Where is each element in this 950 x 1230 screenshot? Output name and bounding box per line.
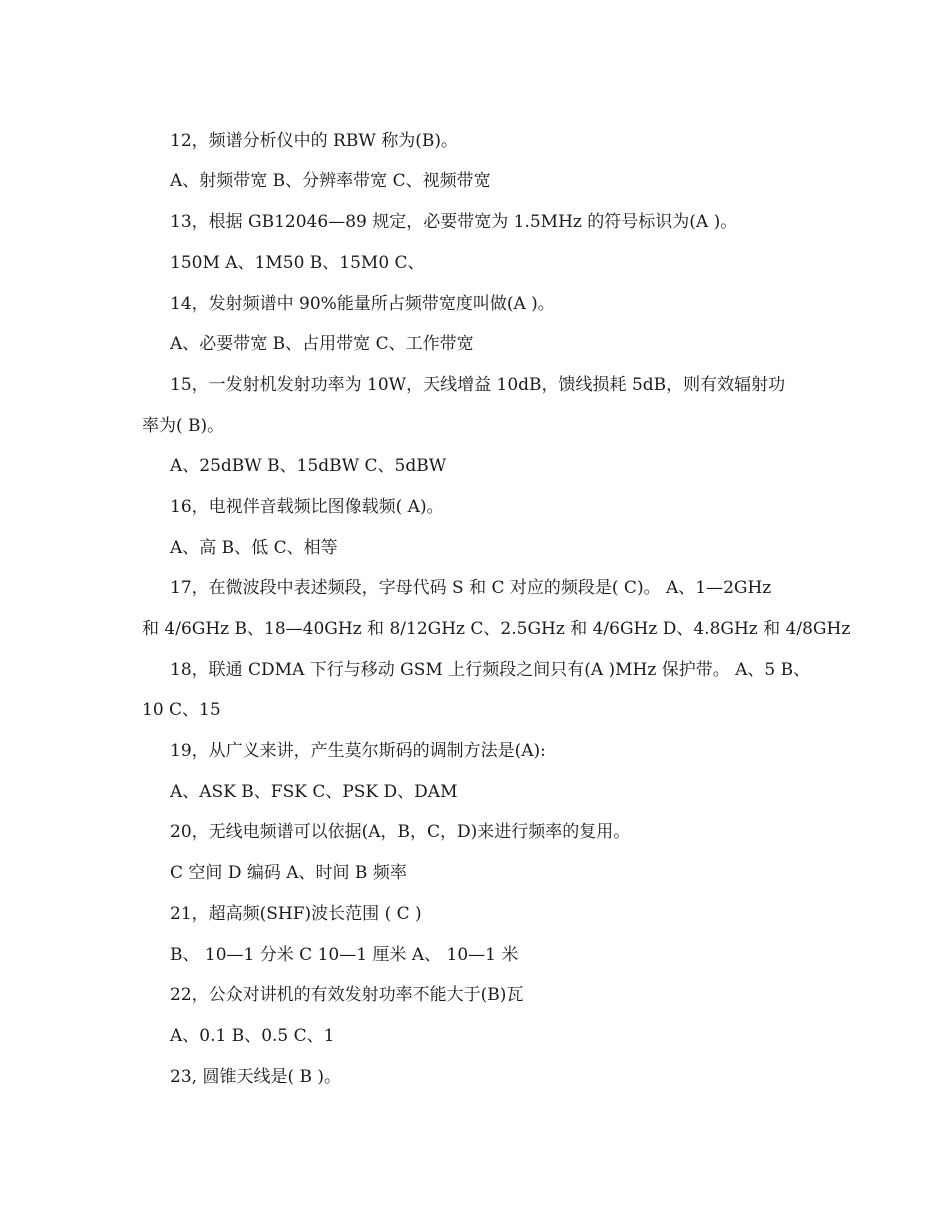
answer-options-20: C 空间 D 编码 A、时间 B 频率 — [170, 863, 407, 883]
answer-options-12: A、射频带宽 B、分辨率带宽 C、视频带宽 — [170, 171, 491, 191]
question-12: 12，频谱分析仪中的 RBW 称为(B)。 — [170, 131, 458, 151]
question-18: 18，联通 CDMA 下行与移动 GSM 上行频段之间只有(A )MHz 保护带。 A、5 B、 — [170, 660, 811, 680]
answer-options-21: B、 10—1 分米 C 10—1 厘米 A、 10—1 米 — [170, 945, 519, 965]
question-16: 16，电视伴音载频比图像载频( A)。 — [170, 497, 444, 517]
answer-options-13: 150M A、1M50 B、15M0 C、 — [170, 253, 425, 273]
question-20: 20，无线电频谱可以依据(A，B，C，D)来进行频率的复用。 — [170, 822, 631, 842]
question-15-continued: 率为( B)。 — [142, 416, 225, 436]
question-13: 13，根据 GB12046—89 规定，必要带宽为 1.5MHz 的符号标识为(A )。 — [170, 212, 738, 232]
question-17-continued: 和 4/6GHz B、18—40GHz 和 8/12GHz C、2.5GHz 和 4/6GHz D、4.8GHz 和 4/8GHz — [142, 619, 851, 639]
question-18-continued: 10 C、15 — [142, 700, 221, 720]
answer-options-15: A、25dBW B、15dBW C、5dBW — [170, 456, 447, 476]
answer-options-14: A、必要带宽 B、占用带宽 C、工作带宽 — [170, 334, 474, 354]
question-14: 14，发射频谱中 90%能量所占频带宽度叫做(A )。 — [170, 294, 555, 314]
question-17: 17，在微波段中表述频段，字母代码 S 和 C 对应的频段是( C)。 A、1—2GHz — [170, 578, 772, 598]
question-22: 22，公众对讲机的有效发射功率不能大于(B)瓦 — [170, 985, 524, 1005]
question-21: 21，超高频(SHF)波长范围 ( C ) — [170, 904, 422, 924]
question-23: 23, 圆锥天线是( B )。 — [170, 1067, 342, 1087]
answer-options-19: A、ASK B、FSK C、PSK D、DAM — [170, 782, 458, 802]
question-15: 15，一发射机发射功率为 10W，天线增益 10dB，馈线损耗 5dB，则有效辐射功 — [170, 375, 786, 395]
answer-options-22: A、0.1 B、0.5 C、1 — [170, 1026, 335, 1046]
question-19: 19，从广义来讲，产生莫尔斯码的调制方法是(A): — [170, 741, 546, 761]
answer-options-16: A、高 B、低 C、相等 — [170, 538, 338, 558]
